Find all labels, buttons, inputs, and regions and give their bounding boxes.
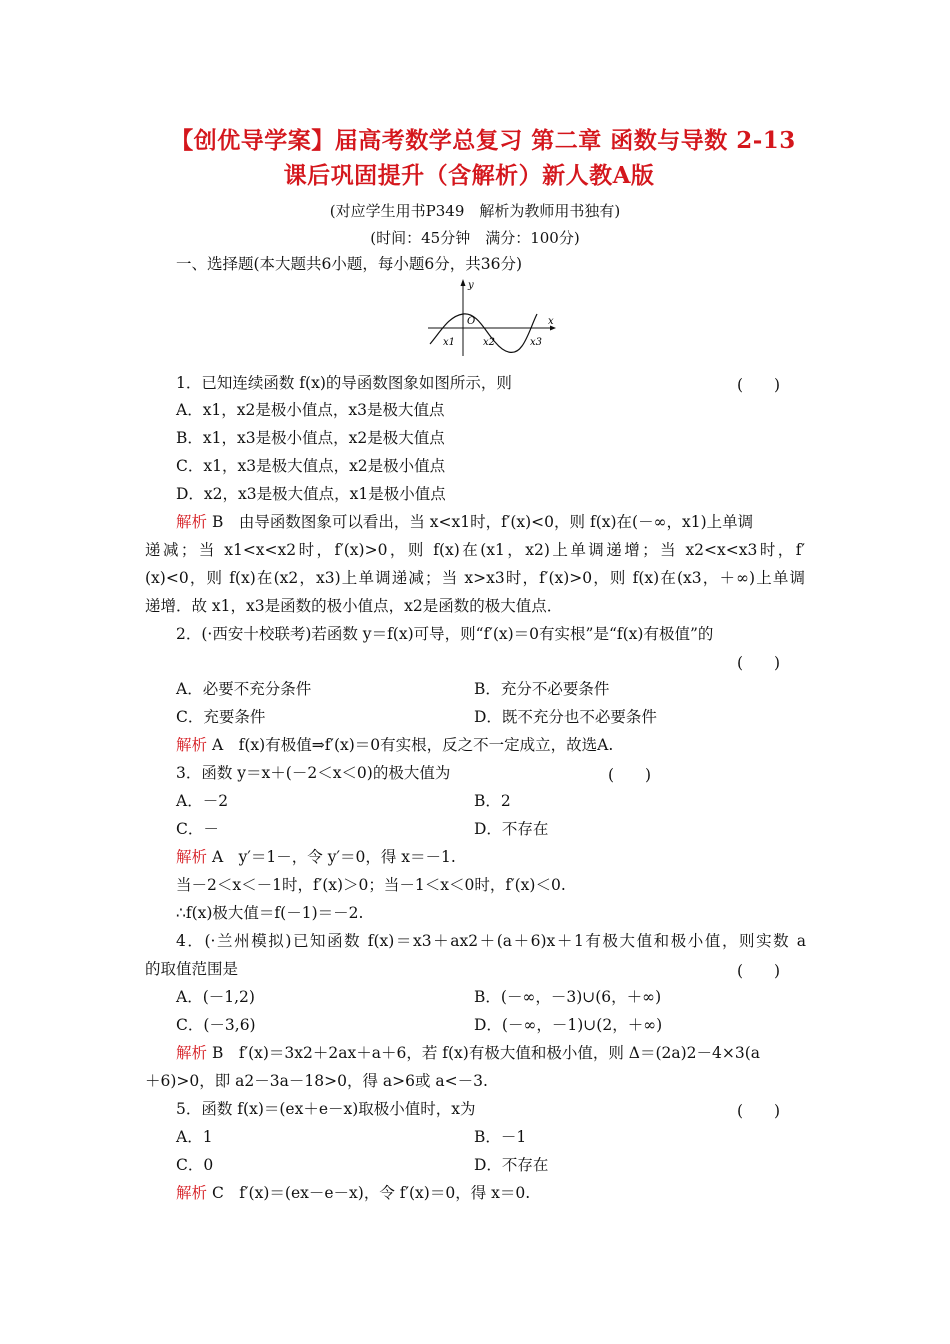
analysis-label: 解析 [176,1184,208,1202]
q5-option-d: D．不存在 [474,1156,549,1174]
q3-stem: 3．函数 y＝x＋(－2＜x＜0)的极大值为 [176,764,451,782]
q1-analysis-line1: 解析 B 由导函数图象可以看出，当 x<x1时，f′(x)<0，则 f(x)在(－∞，x1)上单调 [176,513,754,531]
q3-analysis-line2: 当－2＜x＜－1时，f′(x)＞0；当－1＜x＜0时，f′(x)＜0. [176,876,566,894]
q1-option-b: B．x1，x3是极小值点，x2是极大值点 [176,429,445,447]
q5-stem: 5．函数 f(x)＝(ex＋e－x)取极小值时，x为 [176,1100,476,1118]
q4-paren: ( ) [737,962,781,980]
x3-label: x3 [530,337,543,348]
analysis-label: 解析 [176,848,208,866]
q4-stem-line2: 的取值范围是 [145,960,239,978]
source-note: (对应学生用书P349 解析为教师用书独有) [329,202,621,220]
x1-label: x1 [443,337,456,348]
origin-label: O [467,316,476,327]
x-axis-label: x [548,316,554,327]
q1-option-a: A．x1，x2是极小值点，x3是极大值点 [176,401,445,419]
analysis-label: 解析 [176,1044,208,1062]
q1-analysis-line2: 递减；当 x1<x<x2时，f′(x)>0，则 f(x)在(x1，x2)上单调递增；当 x2<x<x3时，f′ [145,541,805,559]
q2-option-b: B．充分不必要条件 [474,680,610,698]
q5-option-b: B．－1 [474,1128,527,1146]
q4-analysis-line1: 解析 B f′(x)＝3x2＋2ax＋a＋6，若 f(x)有极大值和极小值，则 Δ＝(2a)2－4×3(a [176,1044,761,1062]
y-axis-label: y [468,280,474,291]
q3-option-b: B．2 [474,792,511,810]
q3-paren: ( ) [608,766,652,784]
q3-analysis-line3: ∴f(x)极大值＝f(－1)＝－2. [176,904,364,922]
time-score: (时间：45分钟 满分：100分) [370,229,580,247]
q1-option-c: C．x1，x3是极大值点，x2是极小值点 [176,457,446,475]
q2-option-c: C．充要条件 [176,708,266,726]
derivative-graph [425,276,560,358]
q4-stem-line1: 4．(·兰州模拟)已知函数 f(x)＝x3＋ax2＋(a＋6)x＋1有极大值和极小值，则实数 a [176,932,806,950]
section-heading: 一、选择题(本大题共6小题，每小题6分，共36分) [176,255,523,273]
q1-analysis-line4: 递增．故 x1，x3是函数的极小值点，x2是函数的极大值点． [145,597,563,615]
q5-analysis-line1: 解析 C f′(x)＝(ex－e－x)，令 f′(x)＝0，得 x＝0. [176,1184,531,1202]
doc-title-line2: 课后巩固提升（含解析）新人教A版 [283,162,655,189]
q2-analysis-line1: 解析 A f(x)有极值⇒f′(x)＝0有实根，反之不一定成立，故选A. [176,736,614,754]
q1-option-d: D．x2，x3是极大值点，x1是极小值点 [176,485,446,503]
analysis-label: 解析 [176,736,208,754]
doc-title-line1: 【创优导学案】届高考数学总复习 第二章 函数与导数 2-13 [170,127,796,154]
q5-option-c: C．0 [176,1156,214,1174]
q2-option-a: A．必要不充分条件 [176,680,312,698]
q5-option-a: A．1 [176,1128,213,1146]
q2-stem: 2．(·西安十校联考)若函数 y＝f(x)可导，则“f′(x)＝0有实根”是“f(x)有极值”的 [176,625,714,643]
x2-label: x2 [483,337,496,348]
q3-analysis-line1: 解析 A y′＝1－，令 y′＝0，得 x＝－1. [176,848,456,866]
q4-option-a: A．(－1,2) [176,988,255,1006]
q1-paren: ( ) [737,376,781,394]
q4-analysis-line2: ＋6)>0，即 a2－3a－18>0，得 a>6或 a<－3. [145,1072,488,1090]
q2-option-d: D．既不充分也不必要条件 [474,708,657,726]
q3-option-d: D．不存在 [474,820,549,838]
q5-paren: ( ) [737,1102,781,1120]
q4-option-c: C．(－3,6) [176,1016,256,1034]
y-arrow-icon [461,279,466,286]
q2-paren: ( ) [737,654,781,672]
q3-option-a: A．－2 [176,792,229,810]
q3-option-c: C．－ [176,820,219,838]
q4-option-b: B．(－∞，－3)∪(6，＋∞) [474,988,662,1006]
analysis-label: 解析 [176,513,208,531]
q1-analysis-line3: (x)<0，则 f(x)在(x2，x3)上单调递减；当 x>x3时，f′(x)>0，则 f(x)在(x3，＋∞)上单调 [145,569,805,587]
q1-stem: 1．已知连续函数 f(x)的导函数图象如图所示，则 [176,374,512,392]
q4-option-d: D．(－∞，－1)∪(2，＋∞) [474,1016,663,1034]
